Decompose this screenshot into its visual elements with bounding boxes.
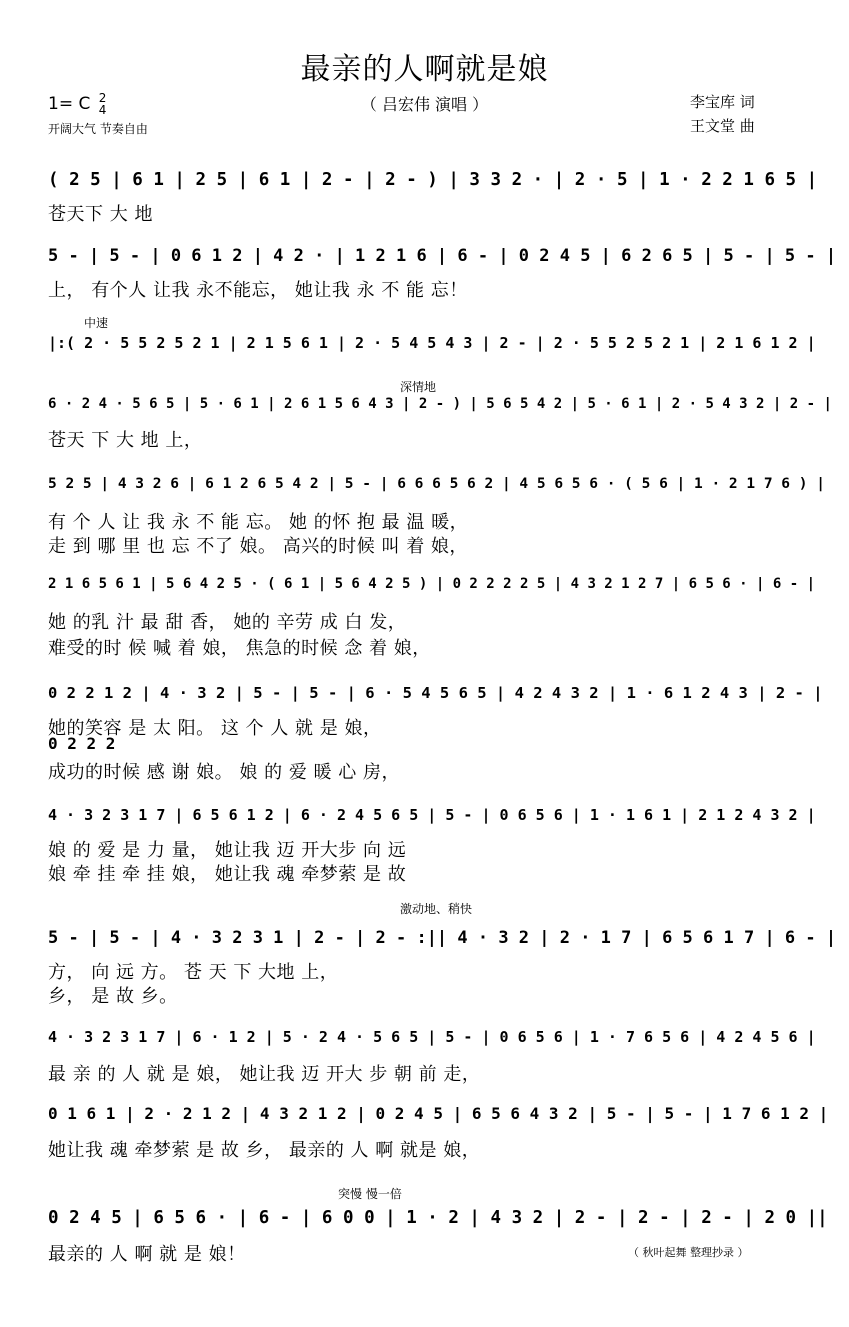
notation-row-12: 0 2 4 5 | 6 5 6 · | 6 - | 6 0 0 | 1 · 2 | 4 3 2 | 2 - | 2 - | 2 - | 2 0 || [48,1208,828,1228]
time-top: 2 [98,91,107,105]
key-signature [48,92,106,116]
notation-row-7: 0 2 2 1 2 | 4 · 3 2 | 5 - | 5 - | 6 · 5 4 5 6 5 | 4 2 4 3 2 | 1 · 6 1 2 4 3 | 2 - | [48,684,823,702]
notation-row-9: 5 - | 5 - | 4 · 3 2 3 1 | 2 - | 2 - :|| 4 · 3 2 | 2 · 1 7 | 6 5 6 1 7 | 6 - | [48,928,837,948]
lyricist: 李宝库 词 [690,93,755,111]
lyric-row-12: 最亲的 人 啊 就 是 娘！ [48,1244,246,1265]
lyric-row-10: 最 亲 的 人 就 是 娘， 她让我 迈 开大 步 朝 前 走， [48,1064,481,1085]
time-signature [99,92,107,116]
expression-shenqing: 深情地 [400,380,437,394]
notation-row-8: 4 · 3 2 3 1 7 | 6 5 6 1 2 | 6 · 2 4 5 6 5 | 5 - | 0 6 5 6 | 1 · 1 6 1 | 2 1 2 4 3 2 | [48,806,816,824]
lyric-row-6a: 她 的乳 汁 最 甜 香， 她的 辛劳 成 白 发， [48,612,407,633]
composer: 王文堂 曲 [690,117,755,135]
expression-jidong: 激动地、稍快 [400,902,473,916]
tempo-zhongsu: 中速 [84,316,109,330]
lyric-row-2: 上， 有个人 让我 永不能忘， 她让我 永 不 能 忘！ [48,280,468,301]
lyric-row-11: 她让我 魂 牵梦萦 是 故 乡， 最亲的 人 啊 就是 娘， [48,1140,481,1161]
performer-subtitle: （ 吕宏伟 演唱 ） [360,95,489,114]
lyric-row-9a: 方， 向 远 方。 苍 天 下 大地 上， [48,962,339,983]
lyric-row-5b: 走 到 哪 里 也 忘 不了 娘。 高兴的时候 叫 着 娘， [48,536,468,557]
mood-marking: 开阔大气 节奏自由 [48,122,148,136]
notation-row-6: 2 1 6 5 6 1 | 5 6 4 2 5 · ( 6 1 | 5 6 4 2 5 ) | 0 2 2 2 2 5 | 4 3 2 1 2 7 | 6 5 6 · | 6 - | [48,576,816,592]
notation-row-2: 5 - | 5 - | 0 6 1 2 | 4 2 · | 1 2 1 6 | 6 - | 0 2 4 5 | 6 2 6 5 | 5 - | 5 - | [48,246,837,266]
notation-row-3: |:( 2 · 5 5 2 5 2 1 | 2 1 5 6 1 | 2 · 5 4 5 4 3 | 2 - | 2 · 5 5 2 5 2 1 | 2 1 6 1 2 | [48,334,816,352]
lyric-row-7a: 她的笑容 是 太 阳。 这 个 人 就 是 娘， [48,718,382,739]
notation-row-4: 6 · 2 4 · 5 6 5 | 5 · 6 1 | 2 6 1 5 6 4 3 | 2 - ) | 5 6 5 4 2 | 5 · 6 1 | 2 · 5 4 3 2 | 2 - | [48,396,832,412]
page-title: 最亲的人啊就是娘 [300,52,549,87]
lyric-row-6b: 难受的时 候 喊 着 娘， 焦急的时候 念 着 娘， [48,638,431,659]
notation-row-11: 0 1 6 1 | 2 · 2 1 2 | 4 3 2 1 2 | 0 2 4 5 | 6 5 6 4 3 2 | 5 - | 5 - | 1 7 6 1 2 | [48,1104,829,1123]
time-bottom: 4 [98,103,107,117]
lyric-row-5a: 有 个 人 让 我 永 不 能 忘。 她 的怀 抱 最 温 暖， [48,512,469,533]
tempo-tuman: 突慢 慢一倍 [338,1187,402,1201]
lyric-row-9b: 乡， 是 故 乡。 [48,986,178,1007]
lyric-row-8b: 娘 牵 挂 牵 挂 娘， 她让我 魂 牵梦萦 是 故 [48,864,407,885]
lyric-row-1: 苍天下 大 地 [48,204,153,225]
notation-row-5: 5 2 5 | 4 3 2 6 | 6 1 2 6 5 4 2 | 5 - | 6 6 6 5 6 2 | 4 5 6 5 6 · ( 5 6 | 1 · 2 1 7 6 ) | [48,476,825,492]
lyric-row-7b: 成功的时候 感 谢 娘。 娘 的 爱 暖 心 房， [48,762,400,783]
lyric-row-8a: 娘 的 爱 是 力 量， 她让我 迈 开大步 向 远 [48,840,407,861]
credits [690,90,755,138]
lyric-row-4: 苍天 下 大 地 上， [48,430,203,451]
key-text: 1= C [48,94,91,114]
notation-row-7-alt: 0 2 2 2 [48,734,116,753]
notation-row-10: 4 · 3 2 3 1 7 | 6 · 1 2 | 5 · 2 4 · 5 6 5 | 5 - | 0 6 5 6 | 1 · 7 6 5 6 | 4 2 4 5 6 | [48,1028,816,1046]
notation-row-1: ( 2 5 | 6 1 | 2 5 | 6 1 | 2 - | 2 - ) | 3 3 2 · | 2 · 5 | 1 · 2 2 1 6 5 | [48,170,818,190]
transcriber-note: （ 秋叶起舞 整理抄录 ） [628,1246,749,1259]
